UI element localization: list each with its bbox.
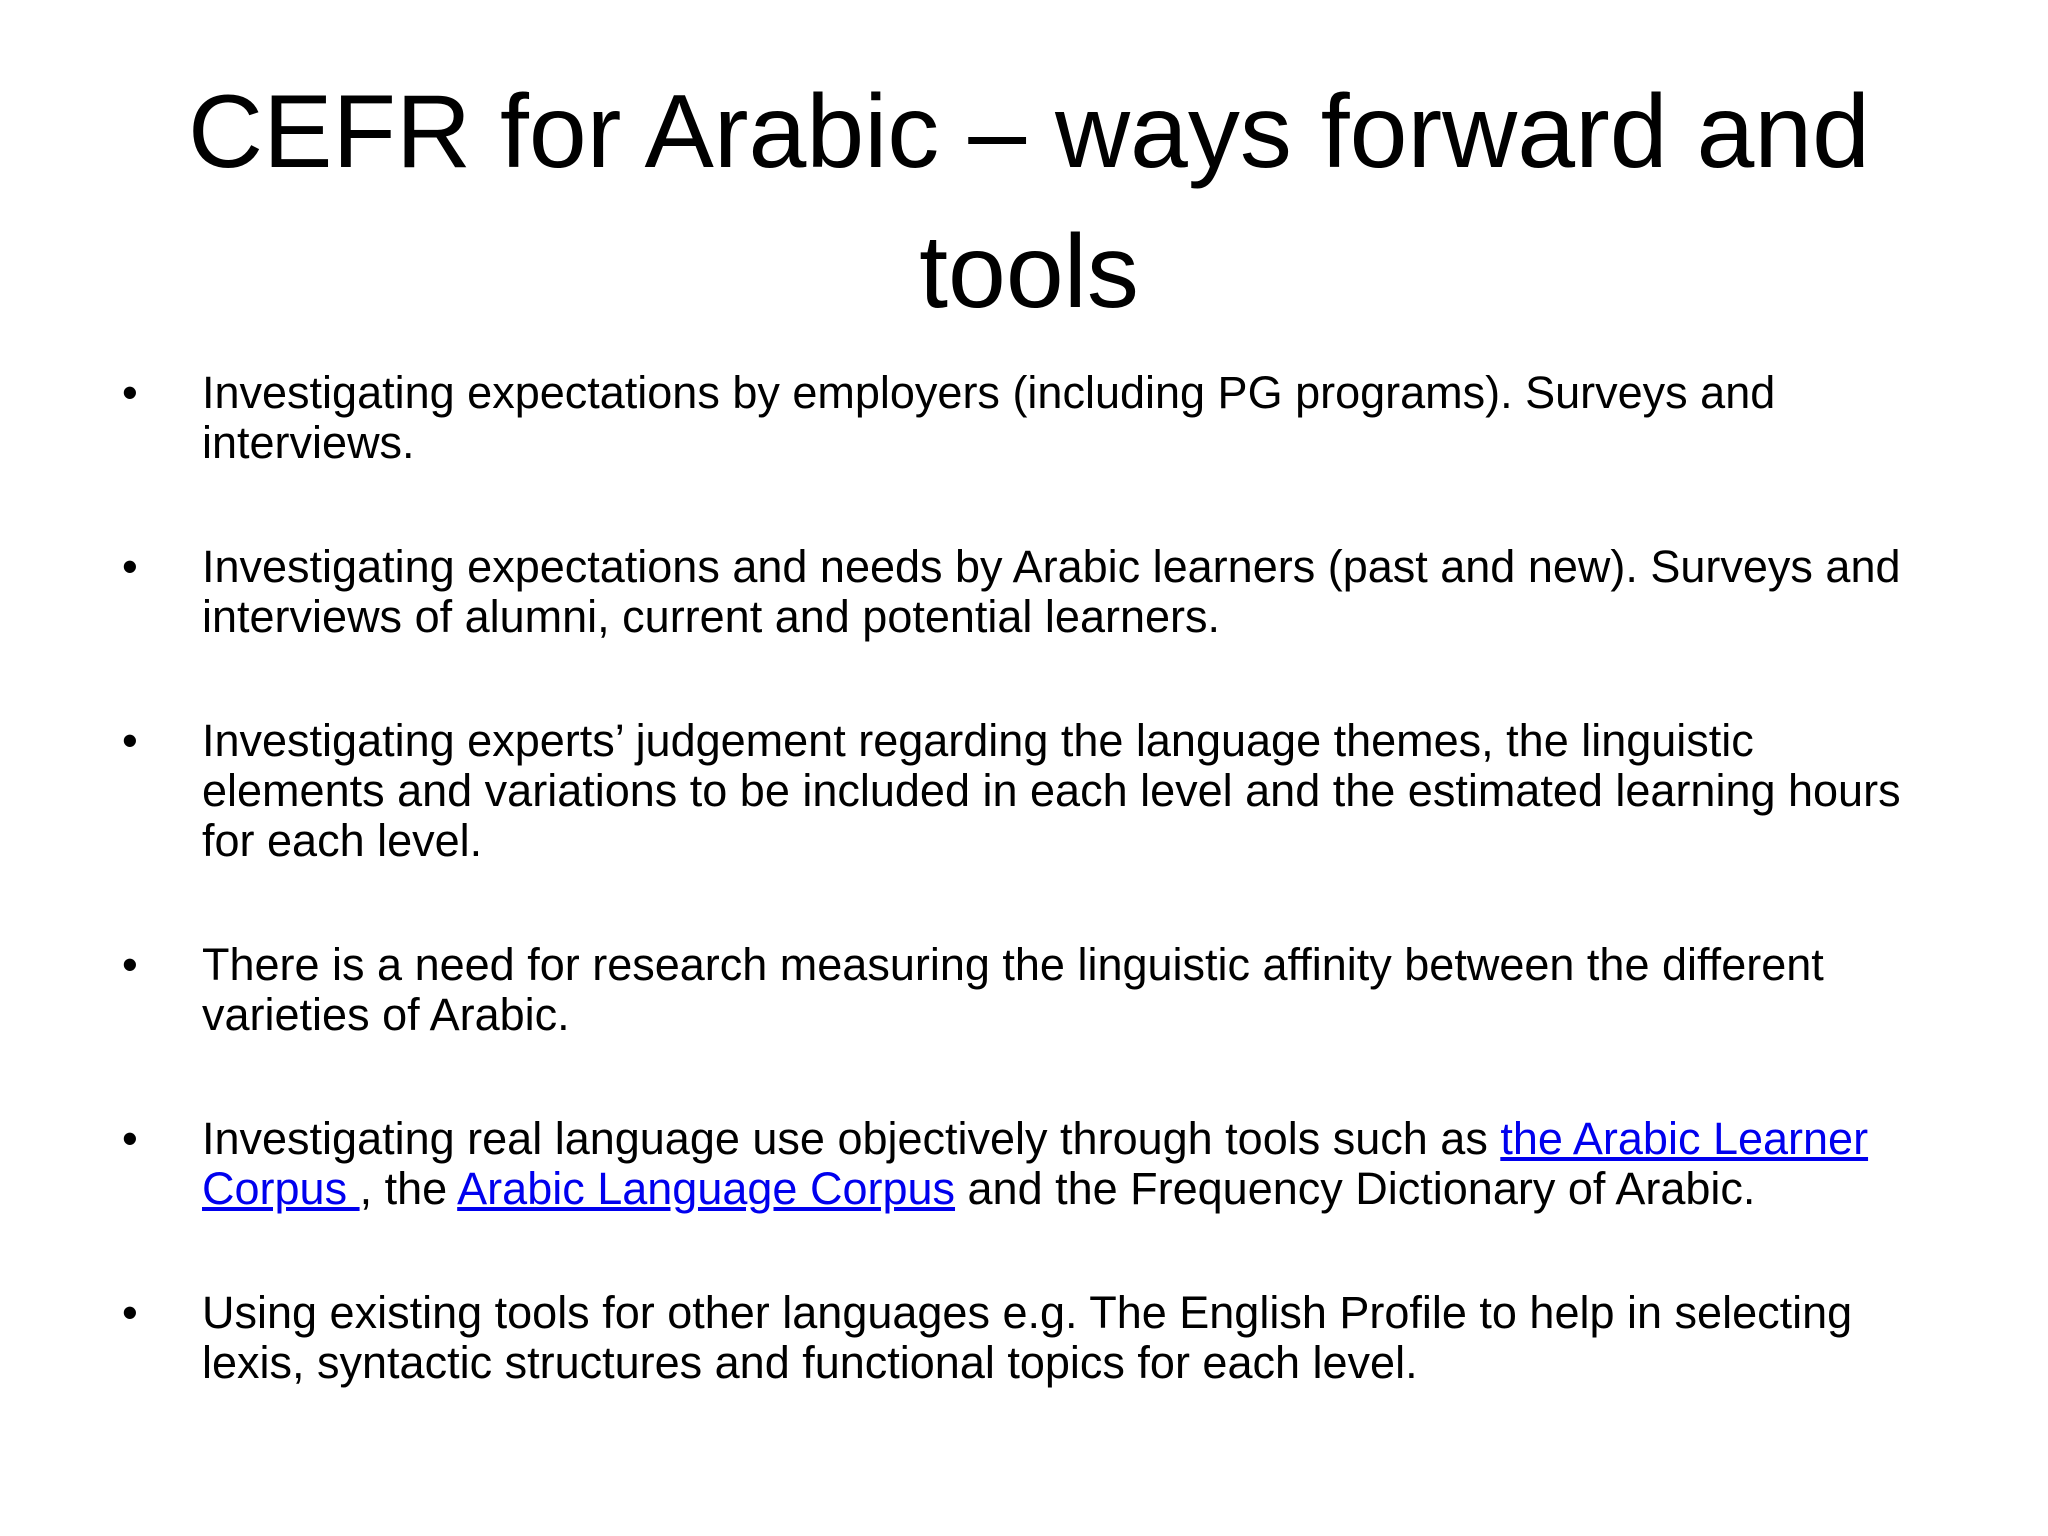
bullet-icon: •: [122, 939, 138, 990]
bullet-item-learners: [118, 542, 1948, 642]
bullet-icon: •: [122, 1287, 138, 1338]
bullet-item-corpus-tools: [118, 1114, 1948, 1214]
bullet-icon: •: [122, 1113, 138, 1164]
bullet-text: There is a need for research measuring the linguistic affinity between the different varieties of Arabic.: [202, 939, 1824, 1040]
bullet-text: Investigating experts’ judgement regarding the language themes, the linguistic elements and variations to be included in each level and the estimated learning hours for each level.: [202, 715, 1901, 866]
bullet-text: Using existing tools for other languages e.g. The English Profile to help in selecting lexis, syntactic structures and functional topics for each level.: [202, 1287, 1853, 1388]
bullet-list: [118, 368, 1948, 1388]
bullet-item-experts: [118, 716, 1948, 866]
bullet-text-part: and the Frequency Dictionary of Arabic.: [955, 1163, 1756, 1214]
bullet-text-part: , the: [359, 1163, 458, 1214]
arabic-learner-corpus-link[interactable]: the Arabic Learner Corpus: [202, 1113, 1869, 1214]
slide-title: CEFR for Arabic – ways forward and tools: [188, 74, 1870, 330]
arabic-language-corpus-link[interactable]: Arabic Language Corpus: [457, 1163, 956, 1214]
bullet-item-research: [118, 940, 1948, 1040]
bullet-text: [202, 1113, 1868, 1214]
bullet-text-part: Investigating real language use objectively through tools such as: [202, 1113, 1501, 1164]
bullet-item-existing-tools: [118, 1288, 1948, 1388]
bullet-item-employers: [118, 368, 1948, 468]
bullet-icon: •: [122, 715, 138, 766]
bullet-icon: •: [122, 367, 138, 418]
bullet-icon: •: [122, 541, 138, 592]
bullet-text: Investigating expectations by employers (including PG programs). Surveys and interviews.: [202, 367, 1776, 468]
bullet-text: Investigating expectations and needs by Arabic learners (past and new). Surveys and interviews of alumni, current and potential learners.: [202, 541, 1901, 642]
